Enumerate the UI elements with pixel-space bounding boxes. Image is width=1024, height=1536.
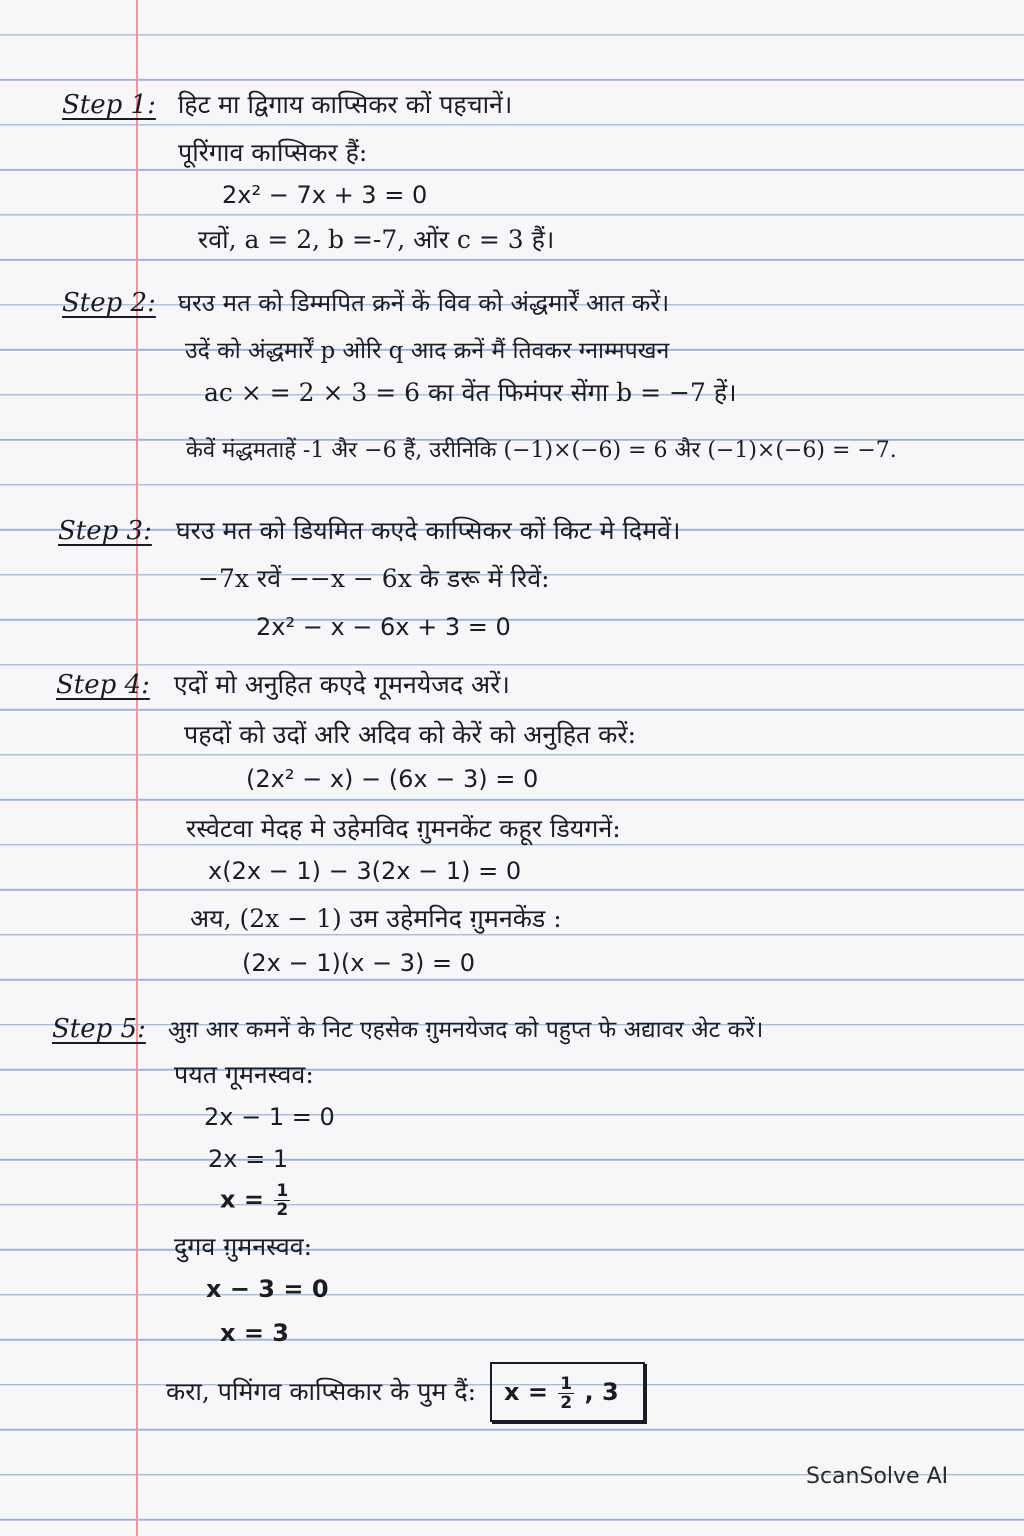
- fraction-lhs: x =: [220, 1185, 264, 1214]
- answer-box: [490, 1362, 645, 1422]
- step-4-title: एदों मो अनुहित कएदे गूमनयेजद अरें।: [173, 670, 510, 699]
- step-2-title: घरउ मत को डिम्मपित क्रनें कें विव को अंद्धमार्रें आत करें।: [177, 289, 670, 317]
- step-5-heading: [52, 1014, 763, 1045]
- watermark: ScanSolve AI: [806, 1464, 949, 1489]
- step-5-line: पयत गूमनस्वव:: [174, 1060, 314, 1089]
- step-4-equation: x(2x − 1) − 3(2x − 1) = 0: [208, 857, 522, 885]
- step-3-equation: 2x² − x − 6x + 3 = 0: [256, 613, 511, 641]
- step-4-label: Step 4:: [56, 670, 150, 700]
- step-2-line: ac ⨯ = 2 × 3 = 6 का वेंत फिमंपर सेंगा b = −7 हें।: [204, 378, 737, 407]
- step-1-equation: 2x² − 7x + 3 = 0: [222, 181, 428, 209]
- step-2-line: उदें को अंद्धमार्रें p ओरि q आद क्रनें मैं तिवकर ग्नाम्मपखन: [185, 338, 670, 364]
- step-1-line: पूरिंगाव काप्सिकर हैं:: [178, 138, 368, 167]
- step-3-title: घरउ मत को डियमित कएदे काप्सिकर कों किट मे दिमवें।: [175, 516, 681, 545]
- step-4-line: रस्वेटवा मेदह मे उहेमविद ग़ुमनकेंट कहूर डियगनें:: [186, 814, 621, 843]
- conclusion-text: करा, पमिंगव काप्सिकार के पुम दैं:: [166, 1377, 477, 1406]
- step-3-heading: [58, 516, 681, 546]
- step-3-line: −7x रवें −−x − 6x के डरू में रिवें:: [198, 564, 550, 593]
- fraction-denominator: 2: [276, 1200, 289, 1220]
- step-5-label: Step 5:: [52, 1014, 146, 1044]
- step-4-equation: (2x − 1)(x − 3) = 0: [242, 949, 476, 977]
- answer-lhs: x =: [503, 1378, 548, 1406]
- step-5-fraction-result: [220, 1182, 292, 1219]
- step-1-title: हिट मा द्विगाय काप्सिकर कों पहचानें।: [177, 90, 513, 119]
- fraction-numerator: 1: [276, 1181, 289, 1201]
- answer-rest: , 3: [584, 1378, 619, 1406]
- step-5-title: अुग़ आर कमनें के निट एहसेक ग़ुमनयेजद को पहुप्त फे अद्यावर अेट करें।: [167, 1017, 764, 1043]
- step-5-equation: x = 3: [220, 1319, 289, 1347]
- step-4-heading: [56, 670, 510, 700]
- final-answer-line: [166, 1362, 645, 1422]
- step-2-heading: [62, 288, 669, 318]
- step-4-equation: (2x² − x) − (6x − 3) = 0: [246, 765, 539, 793]
- step-5-equation: x − 3 = 0: [206, 1275, 329, 1303]
- step-5-line: दुगव ग़ुमनस्वव:: [174, 1232, 313, 1261]
- step-3-label: Step 3:: [58, 516, 152, 546]
- fraction-denominator: 2: [560, 1392, 573, 1413]
- fraction-numerator: 1: [560, 1373, 573, 1394]
- step-5-equation: 2x = 1: [208, 1145, 289, 1173]
- step-1-heading: [62, 90, 512, 120]
- step-2-line: केवें मंद्धमताहें -1 अैर −6 हैं, उरीनिकि (−1)×(−6) = 6 अैर (−1)×(−6) = −7.: [186, 438, 897, 463]
- step-4-line: पहदों को उदों अरि अदिव को केरें को अनुहित करें:: [184, 720, 637, 749]
- step-4-line: अय, (2x − 1) उम उहेमनिद ग़ुमनकेंड :: [190, 904, 562, 933]
- margin-line: [136, 0, 138, 1536]
- answer-fraction: [558, 1375, 574, 1412]
- step-2-label: Step 2:: [62, 288, 156, 318]
- step-1-line: रवों, a = 2, b =-7, ओंर c = 3 हैं।: [198, 225, 555, 254]
- fraction-one-half: [274, 1182, 290, 1219]
- step-5-equation: 2x − 1 = 0: [204, 1103, 335, 1131]
- step-1-label: Step 1:: [62, 90, 156, 120]
